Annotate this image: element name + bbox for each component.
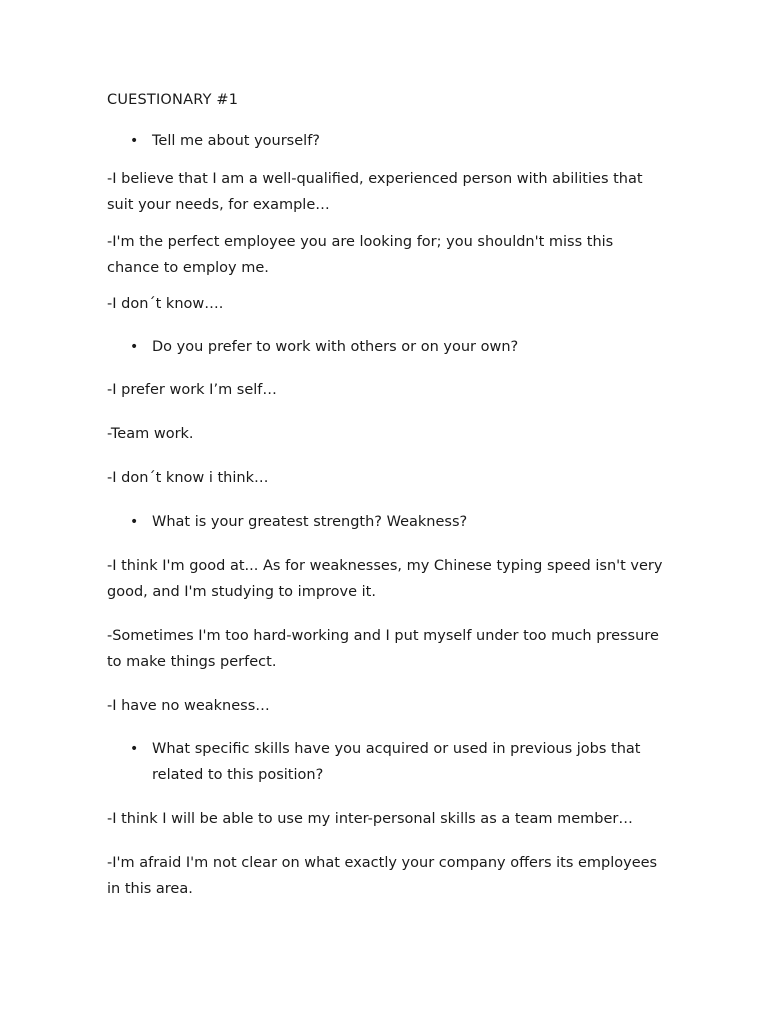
question-1: [130, 128, 650, 154]
question-text: Do you prefer to work with others or on your own?: [152, 339, 519, 355]
answer-4-1: -I think I will be able to use my inter-personal skills as a team member…: [107, 811, 633, 827]
answer-2-1: -I prefer work I’m self…: [107, 382, 277, 398]
question-text: Tell me about yourself?: [152, 133, 320, 149]
question-text: What is your greatest strength? Weakness?: [152, 514, 468, 530]
answer-2-2: -Team work.: [107, 426, 194, 442]
answer-3-2: -Sometimes I'm too hard-working and I put myself under too much pressure to make things perfect.: [107, 628, 659, 670]
question-text: What specific skills have you acquired or used in previous jobs that related to this position?: [152, 741, 641, 783]
document-title: CUESTIONARY #1: [107, 92, 239, 108]
bullet-icon: •: [130, 339, 139, 355]
question-3: [130, 509, 650, 535]
bullet-icon: •: [130, 514, 139, 530]
answer-2-3: -I don´t know i think…: [107, 470, 269, 486]
bullet-icon: •: [130, 133, 139, 149]
answer-3-1: -I think I'm good at... As for weaknesses, my Chinese typing speed isn't very good, and I'm studying to improve it.: [107, 558, 663, 600]
bullet-icon: •: [130, 741, 139, 757]
question-4: [130, 736, 650, 788]
answer-1-3: -I don´t know….: [107, 296, 224, 312]
answer-4-2: -I'm afraid I'm not clear on what exactly your company offers its employees in this area.: [107, 855, 658, 897]
question-2: [130, 334, 650, 360]
answer-3-3: -I have no weakness…: [107, 698, 270, 714]
answer-1-1: -I believe that I am a well-qualified, experienced person with abilities that suit your needs, for example…: [107, 171, 643, 213]
answer-1-2: -I'm the perfect employee you are looking for; you shouldn't miss this chance to employ me.: [107, 234, 614, 276]
